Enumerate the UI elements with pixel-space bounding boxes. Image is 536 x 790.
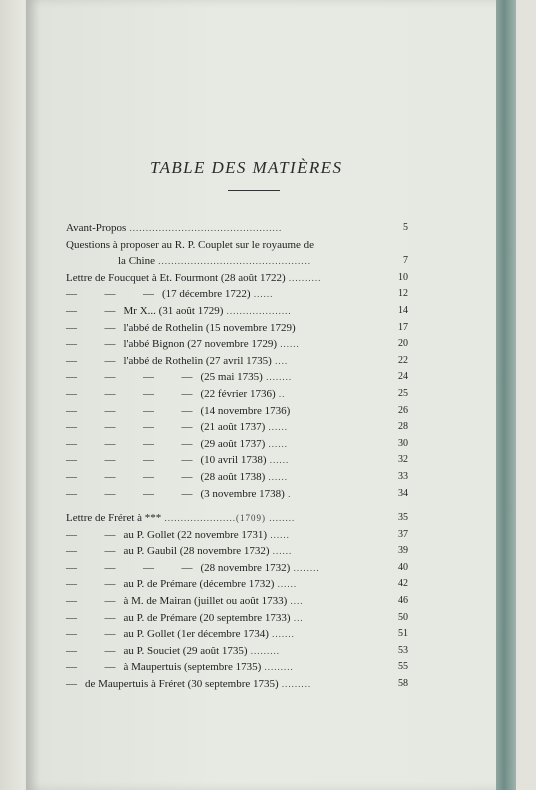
page-number: 55 [398,661,408,673]
toc-entry-text: au P. de Prémare (décembre 1732) [123,578,275,591]
ditto-dashes: — — [66,528,116,541]
dot-leader: .......... [285,272,322,283]
table-of-contents [66,222,408,695]
toc-entry [66,239,408,256]
page-number: 58 [398,678,408,690]
page-number: 26 [398,404,408,416]
title-rule [228,190,280,191]
ditto-dashes: — — — — [66,470,193,483]
toc-entry [66,545,408,562]
toc-entry [66,562,408,579]
toc-entry [66,322,408,339]
dot-leader: ............................................... [154,256,311,267]
toc-entry-text: à Maupertuis (septembre 1735) [123,661,262,674]
toc-entry [66,371,408,388]
page-number: 30 [398,437,408,449]
page-number: 12 [398,288,408,300]
toc-entry [66,288,408,305]
page-number: 37 [398,528,408,540]
toc-entry-text: Questions à proposer au R. P. Couplet sur le royaume de [66,238,315,251]
dot-leader: ...... [265,471,289,482]
toc-entry [66,421,408,438]
dot-leader: .... [287,596,304,607]
ditto-dashes: — [66,678,77,691]
toc-entry-text: l'abbé Bignon (27 novembre 1729) [123,338,278,351]
toc-entry-text: au P. Souciet (29 août 1735) [123,644,248,657]
toc-entry [66,488,408,505]
page-number: 25 [398,387,408,399]
page-title: TABLE DES MATIÈRES [150,158,343,177]
section-gap [66,504,408,512]
ditto-dashes: — — [66,628,116,641]
toc-entry-text: (22 février 1736) [200,387,276,400]
dot-leader: ...... [266,455,290,466]
page-number: 40 [398,561,408,573]
page-number: 42 [398,578,408,590]
page-number: 32 [398,454,408,466]
dot-leader: .... [271,355,289,366]
page-number: 35 [398,512,408,524]
ditto-dashes: — — [66,321,116,334]
page-number: 46 [398,595,408,607]
toc-entry [66,678,408,695]
page-number: 33 [398,470,408,482]
dot-leader: ...... [269,546,293,557]
toc-entry [66,512,408,529]
ditto-dashes: — — — — [66,387,193,400]
toc-entry-text: au P. Gollet (22 novembre 1731) [123,528,268,541]
page-number: 20 [398,338,408,350]
page-number: 24 [398,371,408,383]
toc-entry-text: Avant-Propos [66,222,127,234]
toc-entry [66,405,408,422]
toc-entry [66,438,408,455]
ditto-dashes: — — [66,354,116,367]
dot-leader: ......... [261,662,294,673]
toc-entry [66,529,408,546]
dot-leader: ...... [274,579,298,590]
dot-leader: ......................(1709) ........ [161,513,296,524]
toc-entry [66,595,408,612]
toc-entry-text: à M. de Mairan (juillet ou août 1733) [123,595,288,608]
toc-entry-text: (14 novembre 1736) [200,404,291,417]
toc-entry-text: (25 mai 1735) [200,371,263,384]
toc-entry [66,661,408,678]
ditto-dashes: — — — — [66,437,193,450]
dot-leader: ........ [290,562,320,573]
dot-leader: ...... [277,339,300,350]
toc-entry [66,454,408,471]
dot-leader: ............................................... [126,223,283,233]
ditto-dashes: — — — — [66,421,193,434]
ditto-dashes: — — — — [66,371,193,384]
toc-entry-text: (29 août 1737) [200,437,266,450]
page-number: 10 [398,271,408,283]
toc-entry [66,272,408,289]
toc-entry [66,255,408,272]
toc-entry-text: l'abbé de Rothelin (27 avril 1735) [123,354,272,367]
toc-entry [66,471,408,488]
page-number: 39 [398,545,408,557]
toc-entry [66,222,408,239]
ditto-dashes: — — [66,644,116,657]
dot-leader: ...... [250,289,274,300]
ditto-dashes: — — — [66,288,154,301]
ditto-dashes: — — [66,611,116,624]
ditto-dashes: — — [66,578,116,591]
page-number: 28 [398,421,408,433]
toc-entry [66,388,408,405]
dot-leader: ... [290,612,304,623]
toc-entry-text: (21 août 1737) [200,421,266,434]
ditto-dashes: — — [66,545,116,558]
page-number: 5 [403,222,408,233]
toc-entry [66,305,408,322]
toc-entry-text: (28 novembre 1732) [200,561,291,574]
page-number: 53 [398,644,408,656]
toc-entry-text: (28 août 1738) [200,470,266,483]
dot-leader: ......... [247,645,281,656]
toc-entry-text: au P. de Prémare (20 septembre 1733) [123,611,291,624]
toc-entry-text: l'abbé de Rothelin (15 novembre 1729) [123,321,296,334]
ditto-dashes: — — [66,595,116,608]
page-number: 50 [398,611,408,623]
ditto-dashes: — — [66,304,116,317]
toc-entry-text: (10 avril 1738) [200,454,267,467]
toc-entry [66,645,408,662]
dot-leader: .. [275,388,286,399]
toc-entry [66,628,408,645]
page-number: 14 [398,304,408,316]
ditto-dashes: — — — — [66,454,193,467]
dot-leader: ...... [265,438,289,449]
ditto-dashes: — — — — [66,404,193,417]
dot-leader: ...... [267,529,290,540]
ditto-dashes: — — [66,338,116,351]
page-number: 7 [403,255,408,267]
page-number: 22 [398,354,408,366]
dot-leader: . [284,488,292,499]
dot-leader: ......... [278,679,312,690]
page-number: 34 [398,487,408,499]
ditto-dashes: — — — — [66,487,193,500]
page-number: 17 [398,321,408,333]
dot-leader: ....... [268,629,295,640]
cover-edge [496,0,516,790]
dot-leader: ........ [262,372,293,383]
toc-entry [66,612,408,629]
dot-leader: ...... [265,422,289,433]
toc-entry-text: (3 novembre 1738) [200,487,285,500]
toc-entry-text: au P. Gollet (1er décembre 1734) [123,628,269,641]
toc-entry-text: la Chine [118,255,155,268]
toc-entry-text: de Maupertuis à Fréret (30 septembre 1735) [85,678,279,691]
toc-entry-text: (17 décembre 1722) [162,288,251,301]
toc-entry-text: Lettre de Fréret à *** [66,512,162,525]
page-number: 51 [398,628,408,640]
toc-entry [66,578,408,595]
ditto-dashes: — — [66,661,116,674]
ditto-dashes: — — — — [66,561,193,574]
toc-entry-text: Lettre de Foucquet à Et. Fourmont (28 août 1722) [66,271,286,284]
toc-entry-text: Mr X... (31 août 1729) [123,304,224,317]
toc-entry [66,355,408,372]
toc-entry-text: au P. Gaubil (28 novembre 1732) [123,545,270,558]
dot-leader: .................... [223,305,292,316]
toc-entry [66,338,408,355]
